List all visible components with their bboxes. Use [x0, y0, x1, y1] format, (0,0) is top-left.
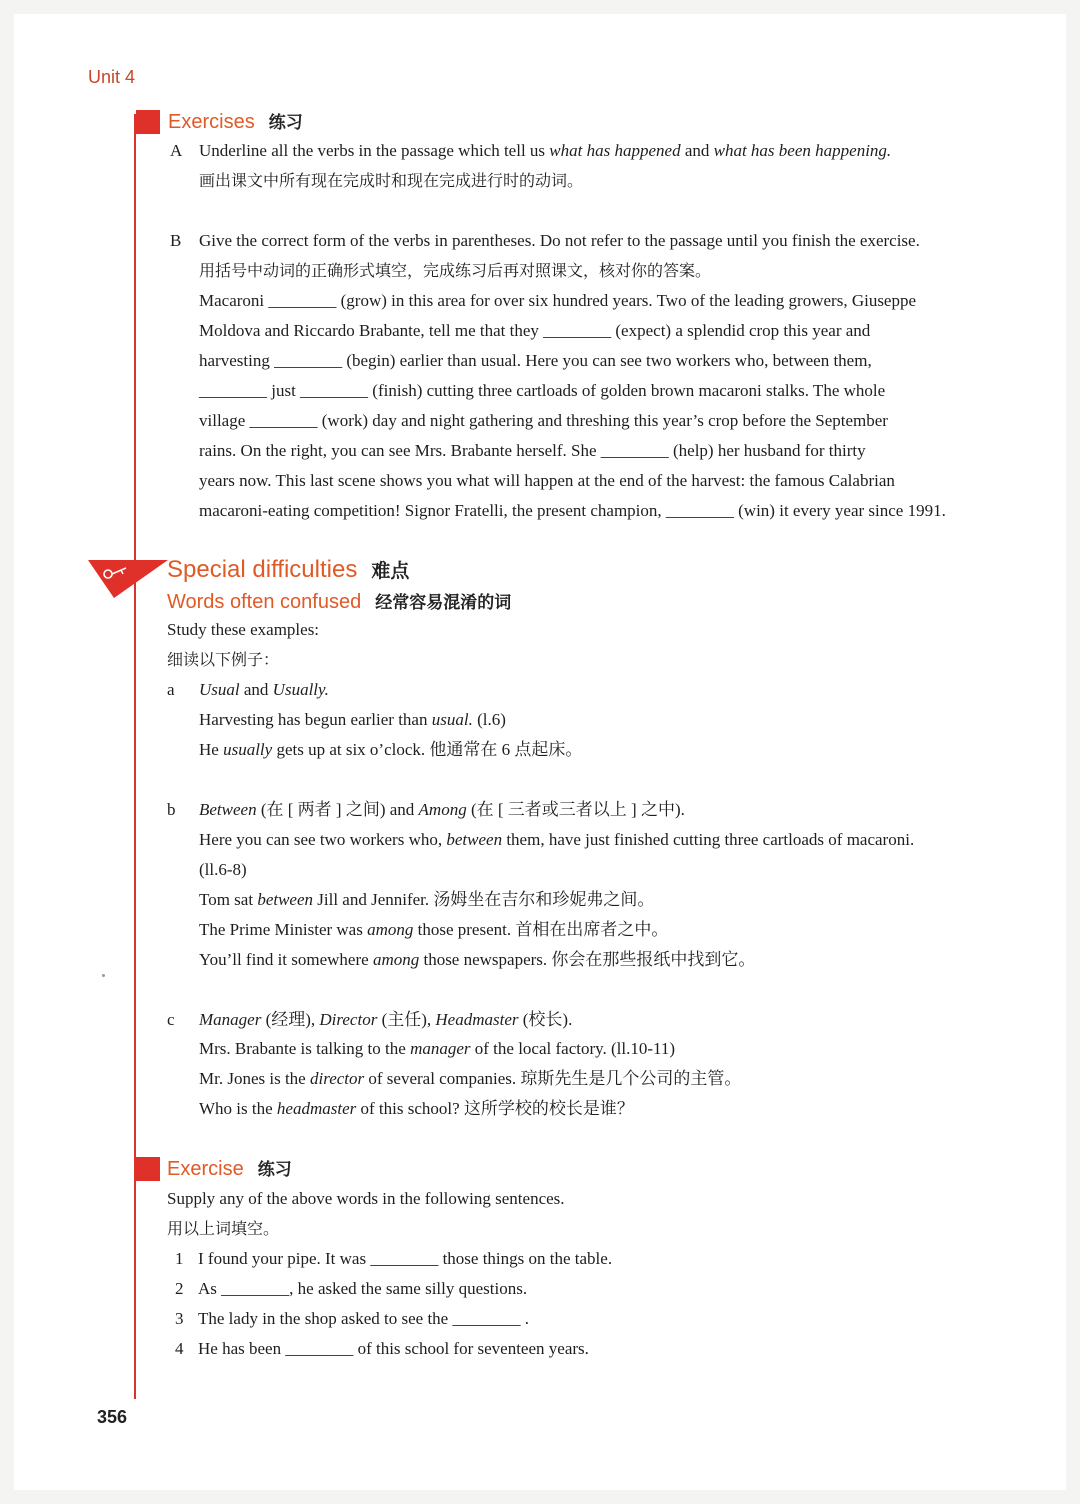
example-sentence: The Prime Minister was among those present. 首相在出席者之中。 — [199, 920, 669, 939]
exercise-a-instruction: Underline all the verbs in the passage which tell us what has happened and what has been happening. — [199, 141, 892, 160]
passage-line: Macaroni ________ (grow) in this area for over six hundred years. Two of the leading growers, Giuseppe — [199, 291, 917, 310]
special-subtitle-zh: 经常容易混淆的词 — [375, 593, 512, 613]
example-sentence: He usually gets up at six o’clock. 他通常在 6 点起床。 — [199, 740, 583, 759]
exercise-b-label: B — [170, 231, 182, 250]
unit-label: Unit 4 — [88, 67, 136, 87]
study-instruction-zh: 细读以下例子： — [167, 650, 280, 669]
special-subtitle: Words often confused — [167, 591, 362, 613]
example-sentence: Mrs. Brabante is talking to the manager of the local factory. (ll.10-11) — [199, 1039, 676, 1058]
exercise-instruction: Supply any of the above words in the following sentences. — [167, 1189, 565, 1208]
passage-line: harvesting ________ (begin) earlier than usual. Here you can see two workers who, between them, — [199, 351, 872, 370]
exercise-item: He has been ________ of this school for seventeen years. — [198, 1339, 589, 1358]
passage-line: Moldova and Riccardo Brabante, tell me that they ________ (expect) a splendid crop this year and — [199, 321, 871, 340]
example-sentence: Who is the headmaster of this school? 这所学校的校长是谁？ — [199, 1099, 634, 1118]
page-number: 356 — [97, 1407, 128, 1427]
example-sentence: Here you can see two workers who, between them, have just finished cutting three cartloads of macaroni. — [199, 830, 915, 849]
exercise-item: The lady in the shop asked to see the ________ . — [198, 1309, 529, 1328]
exercise-item-number: 3 — [175, 1309, 184, 1328]
special-title: Special difficulties — [167, 556, 358, 583]
passage-line: years now. This last scene shows you what will happen at the end of the harvest: the famous Calabrian — [199, 471, 895, 490]
exercise-b-instruction: Give the correct form of the verbs in parentheses. Do not refer to the passage until you finish the exercise. — [199, 231, 920, 250]
stray-mark — [102, 974, 105, 977]
exercise-title-zh: 练习 — [257, 1160, 292, 1180]
exercise-item-number: 4 — [175, 1339, 184, 1358]
exercise-a-label: A — [170, 141, 183, 160]
special-subheading — [167, 588, 511, 614]
exercises-marker-block — [136, 110, 160, 134]
line-reference: (ll.6-8) — [199, 860, 247, 879]
example-sentence: You’ll find it somewhere among those newspapers. 你会在那些报纸中找到它。 — [199, 950, 756, 969]
exercise-item: As ________, he asked the same silly questions. — [198, 1279, 528, 1298]
exercise-a-zh: 画出课文中所有现在完成时和现在完成进行时的动词。 — [199, 171, 584, 190]
exercises-title-zh: 练习 — [268, 113, 303, 133]
exercise-instruction-zh: 用以上词填空。 — [167, 1219, 280, 1238]
example-c-heading: Manager (经理), Director (主任), Headmaster (校长). — [199, 1010, 573, 1029]
exercise-title: Exercise — [167, 1158, 244, 1180]
passage-line: rains. On the right, you can see Mrs. Brabante herself. She ________ (help) her husband for thirty — [199, 441, 866, 460]
exercises-heading — [168, 108, 303, 134]
key-icon — [88, 558, 168, 600]
exercise-item: I found your pipe. It was ________ those things on the table. — [198, 1249, 613, 1268]
special-title-zh: 难点 — [371, 560, 410, 582]
exercises-title: Exercises — [168, 111, 255, 133]
example-sentence: Tom sat between Jill and Jennifer. 汤姆坐在吉尔和珍妮弗之间。 — [199, 890, 655, 909]
example-sentence: Mr. Jones is the director of several companies. 琼斯先生是几个公司的主管。 — [199, 1069, 742, 1088]
study-instruction: Study these examples: — [167, 620, 320, 639]
special-heading — [167, 556, 409, 584]
textbook-page — [14, 14, 1066, 1490]
example-c-label: c — [167, 1010, 175, 1029]
passage-line: macaroni-eating competition! Signor Fratelli, the present champion, ________ (win) it every year since 1991. — [199, 501, 946, 520]
exercise-item-number: 1 — [175, 1249, 184, 1268]
example-a-heading: Usual and Usually. — [199, 680, 329, 699]
passage-line: village ________ (work) day and night gathering and threshing this year’s crop before the September — [199, 411, 888, 430]
exercise-heading — [167, 1155, 292, 1181]
exercise-marker-block — [136, 1157, 160, 1181]
exercise-item-number: 2 — [175, 1279, 184, 1298]
example-sentence: Harvesting has begun earlier than usual. (l.6) — [199, 710, 506, 729]
exercise-b-zh: 用括号中动词的正确形式填空，完成练习后再对照课文，核对你的答案。 — [199, 261, 712, 280]
example-b-label: b — [167, 800, 176, 819]
example-a-label: a — [167, 680, 175, 699]
example-b-heading: Between (在 [ 两者 ] 之间) and Among (在 [ 三者或三者以上 ] 之中). — [199, 800, 685, 819]
passage-line: ________ just ________ (finish) cutting three cartloads of golden brown macaroni stalks. The whole — [199, 381, 886, 400]
margin-rule — [134, 114, 136, 1399]
